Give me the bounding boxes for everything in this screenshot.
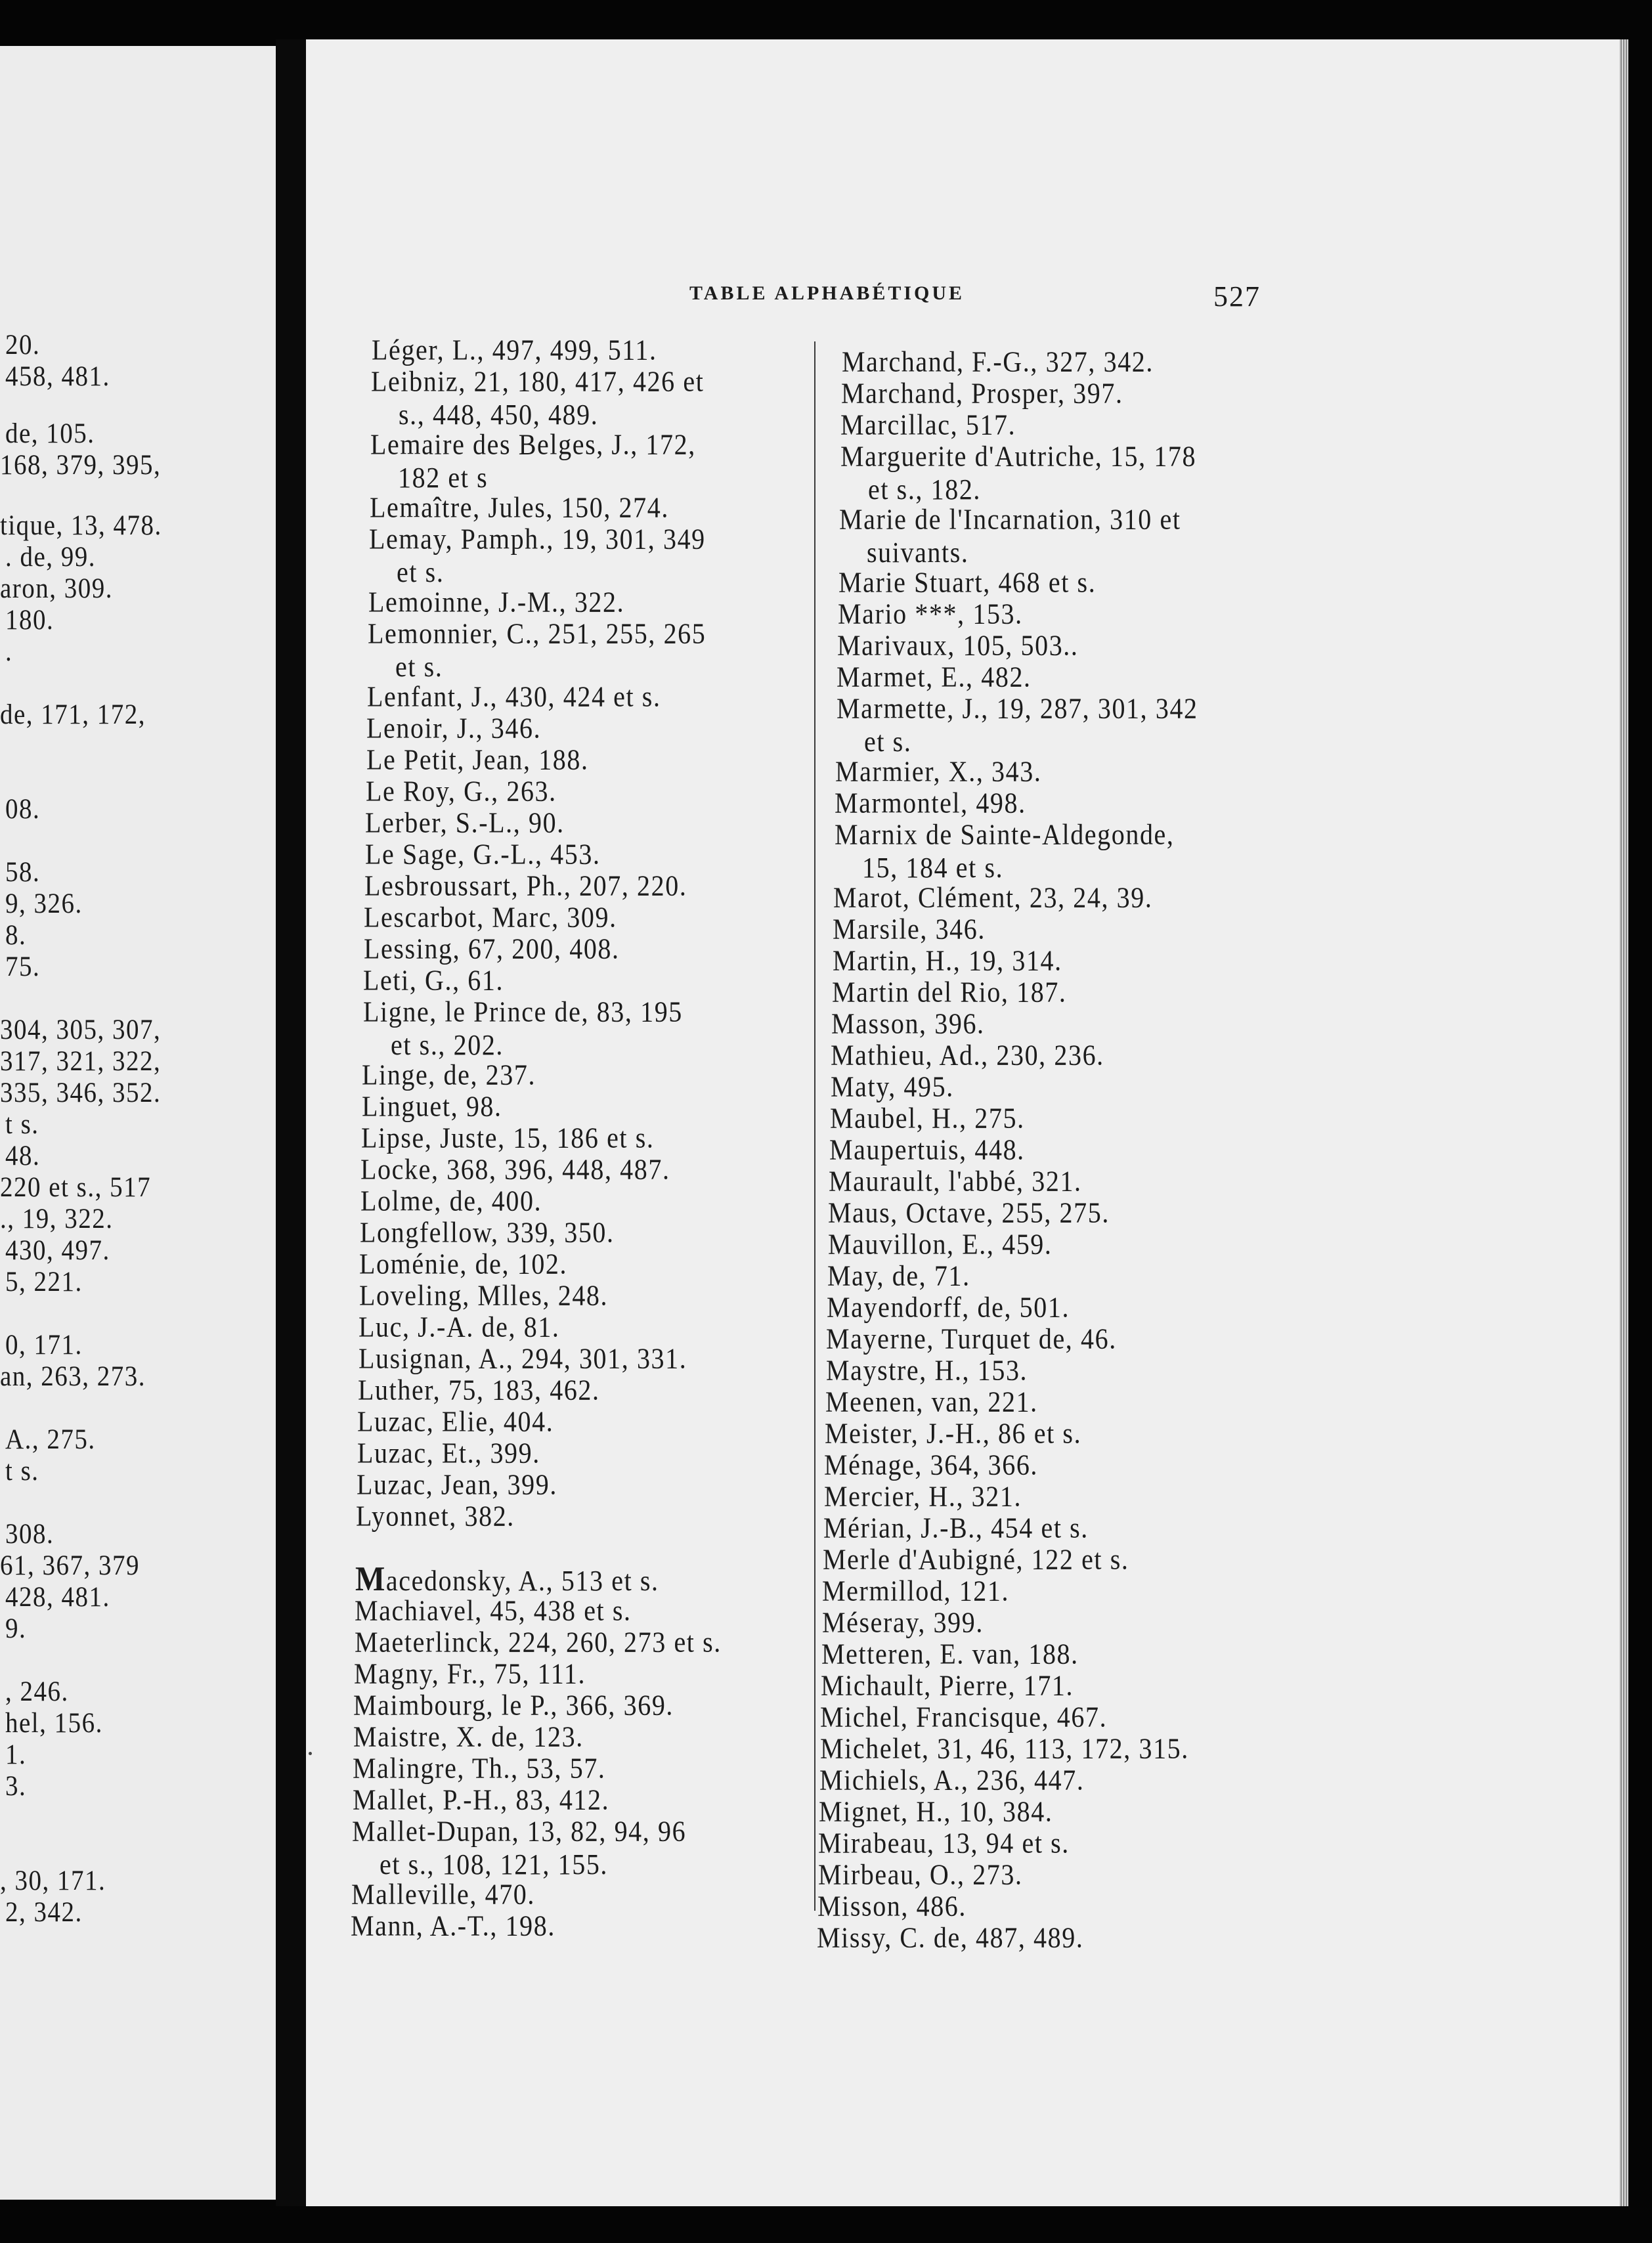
index-entry: [818, 1858, 1023, 1892]
index-entry: [817, 1890, 967, 1923]
index-entry: [819, 1764, 1084, 1797]
index-entry: [356, 1500, 515, 1533]
index-entry: [818, 1827, 1070, 1860]
index-entry-text: Luther, 75, 183, 462.: [358, 1374, 600, 1406]
index-entry-continuation: et s.: [395, 650, 443, 684]
index-entry: [363, 964, 504, 997]
index-entry: [822, 1575, 1009, 1608]
left-page-line: 308.: [5, 1518, 54, 1550]
index-entry-text: Masson, 396.: [831, 1007, 985, 1040]
left-page-line: 3.: [5, 1770, 27, 1802]
index-entry: [368, 586, 624, 619]
index-entry: [366, 712, 541, 745]
index-entry: [830, 1102, 1025, 1135]
index-entry-text: Linguet, 98.: [362, 1090, 502, 1123]
index-entry: [360, 1153, 670, 1187]
index-entry-text: Lenoir, J., 346.: [366, 712, 542, 745]
left-page-line: hel, 156.: [5, 1707, 103, 1739]
left-page-line: 317, 321, 322,: [0, 1045, 162, 1078]
index-entry: [823, 1512, 1089, 1545]
column-divider: [814, 341, 815, 1911]
left-page-line: 2, 342.: [5, 1896, 83, 1928]
index-entry-text: Marmet, E., 482.: [837, 661, 1032, 693]
index-entry-text: Mirbeau, O., 273.: [818, 1858, 1023, 1891]
index-entry: [370, 428, 696, 494]
left-page-line: 168, 379, 395,: [0, 449, 162, 481]
index-entry: [359, 1279, 608, 1313]
index-entry-continuation: s., 448, 450, 489.: [399, 398, 599, 431]
index-entry: [840, 440, 1196, 506]
left-page-line: 20.: [5, 329, 41, 361]
index-entry-text: Mirabeau, 13, 94 et s.: [818, 1827, 1070, 1860]
index-entry-text: Le Sage, G.-L., 453.: [365, 838, 601, 871]
index-entry: [838, 598, 1023, 631]
left-page-line: 75.: [5, 951, 41, 983]
index-entry-text: Maubel, H., 275.: [830, 1102, 1025, 1135]
index-entry-text: Maus, Octave, 255, 275.: [828, 1196, 1110, 1229]
index-entry: [831, 1007, 985, 1041]
index-entry-text: Lyonnet, 382.: [356, 1500, 515, 1533]
index-entry-text: Loveling, Mlles, 248.: [359, 1279, 609, 1312]
left-page-line: 9, 326.: [5, 888, 83, 920]
page-edge: [1619, 39, 1628, 2206]
index-entry: [354, 1657, 586, 1691]
left-page-line: 9.: [5, 1613, 27, 1645]
index-entry-text: Martin, H., 19, 314.: [833, 944, 1062, 977]
index-entry-text: Luzac, Jean, 399.: [357, 1468, 557, 1501]
left-page-line: de, 105.: [5, 418, 95, 450]
index-entry-text: Ménage, 364, 366.: [824, 1448, 1039, 1481]
index-entry-text: Maurault, l'abbé, 321.: [829, 1165, 1082, 1198]
index-entry: [820, 1701, 1107, 1734]
index-entry: [819, 1795, 1053, 1829]
index-entry: [357, 1468, 557, 1502]
index-entry: [360, 1216, 615, 1250]
left-page-line: t s.: [5, 1455, 39, 1487]
index-entry-text: Misson, 486.: [817, 1890, 967, 1923]
index-entry-text: Lesbroussart, Ph., 207, 220.: [364, 869, 687, 902]
index-entry: [359, 1248, 567, 1281]
left-page-line: 08.: [5, 793, 41, 825]
index-entry: [369, 523, 706, 589]
index-entry-continuation: 182 et s: [398, 461, 489, 494]
index-entry-text: Missy, C. de, 487, 489.: [817, 1921, 1084, 1954]
left-page-line: 61, 367, 379: [0, 1550, 140, 1582]
index-entry: [359, 1311, 560, 1344]
index-entry-text: Mario ***, 153.: [838, 598, 1023, 630]
index-entry: [829, 1133, 1025, 1167]
index-entry: [831, 1070, 954, 1104]
index-entry: [840, 408, 1016, 442]
index-entry-text: Le Petit, Jean, 188.: [366, 743, 589, 776]
index-entry: [824, 1480, 1022, 1513]
index-entry: [833, 881, 1152, 915]
left-page-line: de, 171, 172,: [0, 699, 146, 731]
index-entry: [351, 1909, 555, 1943]
index-entry-text: Marchand, Prosper, 397.: [841, 377, 1123, 410]
index-entry-continuation: et s.: [397, 555, 445, 589]
index-entry-text: Maupertuis, 448.: [829, 1133, 1025, 1166]
index-entry-continuation: et s., 182.: [868, 473, 982, 506]
index-entry: [364, 932, 620, 966]
index-entry-text: Michiels, A., 236, 447.: [819, 1764, 1085, 1797]
index-entry: [368, 617, 706, 684]
left-page-line: A., 275.: [5, 1424, 96, 1456]
index-entry-text: Lolme, de, 400.: [360, 1185, 542, 1217]
index-entry: [841, 377, 1123, 410]
left-page-line: 5, 221.: [5, 1266, 83, 1298]
left-page-line: ., 19, 322.: [0, 1203, 114, 1235]
index-entry: [833, 913, 986, 946]
index-entry: [823, 1543, 1129, 1577]
page-number: 527: [1213, 280, 1261, 313]
index-entry: [824, 1448, 1038, 1482]
index-entry: [842, 345, 1154, 379]
index-entry: [361, 1122, 655, 1155]
index-entry: [364, 901, 617, 934]
index-entry: [837, 629, 1079, 663]
index-entry: [371, 365, 704, 431]
index-entry-text: Leibniz, 21, 180, 417, 426 et: [371, 365, 705, 398]
index-entry-text: Lerber, S.-L., 90.: [365, 806, 565, 839]
index-entry-text: Michault, Pierre, 171.: [821, 1669, 1074, 1702]
index-entry: [366, 743, 589, 777]
index-entry: [366, 775, 557, 808]
index-entry: [825, 1385, 1038, 1419]
index-entry-text: Lescarbot, Marc, 309.: [364, 901, 617, 934]
index-entry: [363, 995, 683, 1062]
index-entry-text: Mallet-Dupan, 13, 82, 94, 96: [352, 1815, 687, 1848]
index-entry-text: Locke, 368, 396, 448, 487.: [360, 1153, 670, 1186]
index-entry-text: Mignet, H., 10, 384.: [819, 1795, 1053, 1828]
index-entry-text: Mallet, P.-H., 83, 412.: [353, 1783, 610, 1816]
index-entry-text: Le Roy, G., 263.: [366, 775, 557, 808]
running-header: TABLE ALPHABÉTIQUE: [689, 282, 965, 304]
index-entry-text: Marie de l'Incarnation, 310 et: [839, 503, 1181, 536]
index-entry: [358, 1374, 600, 1407]
index-entry-text: May, de, 71.: [827, 1259, 970, 1292]
index-entry-text: Metteren, E. van, 188.: [821, 1638, 1079, 1670]
scan-speck: [309, 1752, 312, 1755]
index-entry-text: Mayendorff, de, 501.: [827, 1291, 1070, 1324]
index-entry-text: Loménie, de, 102.: [359, 1248, 568, 1280]
index-entry: [833, 944, 1062, 978]
index-entry: [353, 1720, 584, 1754]
index-entry: [826, 1354, 1028, 1387]
index-entry-text: Meenen, van, 221.: [825, 1385, 1038, 1418]
index-entry-text: Marsile, 346.: [833, 913, 986, 946]
index-entry-text: Méseray, 399.: [822, 1606, 984, 1639]
index-entry: [829, 1165, 1082, 1198]
left-page-line: an, 263, 273.: [0, 1361, 146, 1393]
left-page-line: 8.: [5, 919, 27, 951]
index-entry: [365, 838, 601, 871]
index-entry: [839, 503, 1181, 569]
left-page-line: 335, 346, 352.: [0, 1077, 162, 1109]
index-entry: [827, 1291, 1070, 1324]
index-entry-continuation: et s., 108, 121, 155.: [380, 1848, 609, 1881]
index-entry-text: Maeterlinck, 224, 260, 273 et s.: [355, 1626, 722, 1659]
index-entry-text: Lemoinne, J.-M., 322.: [368, 586, 625, 619]
index-entry: [825, 1417, 1081, 1450]
left-page-line: t s.: [5, 1108, 39, 1141]
index-entry-text: Maistre, X. de, 123.: [353, 1720, 584, 1753]
left-page-line: 430, 497.: [5, 1234, 110, 1267]
index-entry: [364, 869, 687, 903]
index-entry: [837, 661, 1032, 694]
book-gutter: [276, 39, 306, 2206]
index-entry-text: Luc, J.-A. de, 81.: [359, 1311, 560, 1343]
index-entry-text: Michelet, 31, 46, 113, 172, 315.: [820, 1732, 1189, 1765]
index-entry-text: Merle d'Aubigné, 122 et s.: [823, 1543, 1129, 1576]
index-entry: [828, 1196, 1110, 1230]
section-initial: M: [355, 1559, 386, 1598]
index-entry: [367, 680, 661, 714]
index-entry-text: Mérian, J.-B., 454 et s.: [823, 1512, 1089, 1544]
index-entry-text: Lemaire des Belges, J., 172,: [370, 428, 696, 461]
index-entry: [372, 334, 657, 367]
index-entry-text: Marguerite d'Autriche, 15, 178: [840, 440, 1197, 473]
index-entry-text: Mayerne, Turquet de, 46.: [826, 1322, 1117, 1355]
index-entry-text: Marivaux, 105, 503..: [837, 629, 1079, 662]
index-entry-text: Luzac, Et., 399.: [357, 1437, 540, 1470]
index-entry-text: Malingre, Th., 53, 57.: [353, 1752, 606, 1785]
index-entry-text: Maimbourg, le P., 366, 369.: [353, 1689, 674, 1722]
index-entry: [351, 1878, 535, 1911]
left-page-line: 1.: [5, 1739, 27, 1771]
left-page-line: 58.: [5, 856, 41, 888]
index-entry: [362, 1058, 536, 1092]
index-entry-text: Lemaître, Jules, 150, 274.: [370, 491, 669, 524]
index-entry-text: Lemay, Pamph., 19, 301, 349: [369, 523, 706, 555]
left-page-line: 458, 481.: [5, 360, 110, 393]
index-entry: [362, 1090, 502, 1123]
index-entry: [359, 1342, 687, 1376]
index-entry-text: Ligne, le Prince de, 83, 195: [363, 995, 683, 1028]
index-entry-text: Marmontel, 498.: [835, 787, 1026, 819]
index-entry: [826, 1322, 1117, 1356]
left-page-fragment: [0, 46, 276, 2200]
index-entry-text: Longfellow, 339, 350.: [360, 1216, 615, 1249]
index-entry-text: Mathieu, Ad., 230, 236.: [831, 1039, 1104, 1072]
left-page-line: aron, 309.: [0, 573, 114, 605]
index-entry: [835, 755, 1041, 789]
index-entry-continuation: et s., 202.: [391, 1028, 504, 1062]
left-page-line: 48.: [5, 1140, 41, 1172]
left-page-line: , 30, 171.: [0, 1865, 106, 1897]
index-entry: [353, 1752, 606, 1785]
index-entry-text: Mercier, H., 321.: [824, 1480, 1022, 1513]
index-entry: [353, 1783, 609, 1817]
index-entry-text: Marot, Clément, 23, 24, 39.: [833, 881, 1153, 914]
left-page-line: 180.: [5, 604, 54, 636]
left-page-line: .: [5, 636, 13, 668]
index-entry-text: Mermillod, 121.: [822, 1575, 1010, 1607]
index-entry-text: Mauvillon, E., 459.: [828, 1228, 1053, 1261]
index-entry-text: Magny, Fr., 75, 111.: [354, 1657, 586, 1690]
index-entry: [822, 1606, 984, 1640]
index-entry-text: Marmier, X., 343.: [835, 755, 1042, 788]
left-page-line: 428, 481.: [5, 1581, 110, 1613]
index-entry-text: Lessing, 67, 200, 408.: [364, 932, 620, 965]
left-page-line: tique, 13, 478.: [0, 510, 162, 542]
index-entry-text: Linge, de, 237.: [362, 1058, 536, 1091]
index-entry: [835, 818, 1175, 884]
index-entry: [835, 787, 1026, 820]
index-entry-text: Lenfant, J., 430, 424 et s.: [367, 680, 661, 713]
index-entry-text: Mann, A.-T., 198.: [351, 1909, 555, 1942]
index-entry: [365, 806, 565, 840]
index-entry: [820, 1732, 1189, 1766]
index-entry-continuation: 15, 184 et s.: [862, 851, 1004, 884]
index-entry: [821, 1669, 1074, 1703]
index-entry-text: Marchand, F.-G., 327, 342.: [842, 345, 1154, 378]
index-entry-text: Meister, J.-H., 86 et s.: [825, 1417, 1082, 1450]
index-entry-text: Leti, G., 61.: [363, 964, 504, 997]
index-entry: [355, 1626, 722, 1659]
index-entry: [357, 1405, 554, 1439]
index-entry: [355, 1594, 632, 1628]
index-entry-text: Maystre, H., 153.: [826, 1354, 1028, 1387]
left-page-line: 304, 305, 307,: [0, 1014, 162, 1046]
left-page-line: , 246.: [5, 1676, 69, 1708]
index-entry-text: Michel, Francisque, 467.: [820, 1701, 1108, 1733]
index-entry-text: Marnix de Sainte-Aldegonde,: [835, 818, 1175, 851]
index-entry-text: Lusignan, A., 294, 301, 331.: [359, 1342, 687, 1375]
index-entry-text: Luzac, Elie, 404.: [357, 1405, 554, 1438]
index-entry-text: Maty, 495.: [831, 1070, 954, 1103]
index-entry-text: Lemonnier, C., 251, 255, 265: [368, 617, 706, 650]
index-entry: [357, 1437, 540, 1470]
index-entry-text: Marcillac, 517.: [840, 408, 1016, 441]
index-entry-text: Malleville, 470.: [351, 1878, 535, 1911]
index-entry: [838, 566, 1096, 599]
index-entry: [827, 1259, 970, 1293]
index-entry-text: Lipse, Juste, 15, 186 et s.: [361, 1122, 655, 1154]
index-entry-text: Macedonsky, A., 513 et s.: [355, 1559, 659, 1598]
left-page-line: 0, 171.: [5, 1329, 83, 1361]
index-entry-text: Martin del Rio, 187.: [832, 976, 1067, 1009]
index-entry-text: Léger, L., 497, 499, 511.: [372, 334, 657, 366]
index-entry-continuation: et s.: [864, 725, 912, 758]
index-entry: [360, 1185, 542, 1218]
index-entry-text: Marie Stuart, 468 et s.: [838, 566, 1097, 599]
left-page-line: . de, 99.: [5, 541, 97, 573]
left-page-line: 220 et s., 517: [0, 1171, 152, 1204]
index-entry: [817, 1921, 1083, 1955]
index-entry: [352, 1815, 686, 1881]
index-entry: [832, 976, 1067, 1009]
index-entry-text: Marmette, J., 19, 287, 301, 342: [837, 692, 1198, 725]
index-entry-continuation: suivants.: [867, 536, 969, 569]
index-entry: [821, 1638, 1079, 1671]
index-entry: [837, 692, 1198, 758]
index-entry: [828, 1228, 1053, 1261]
index-entry-text: Machiavel, 45, 438 et s.: [355, 1594, 632, 1627]
index-entry: [355, 1559, 659, 1598]
index-entry: [831, 1039, 1104, 1072]
index-entry: [370, 491, 669, 525]
index-entry: [353, 1689, 674, 1722]
